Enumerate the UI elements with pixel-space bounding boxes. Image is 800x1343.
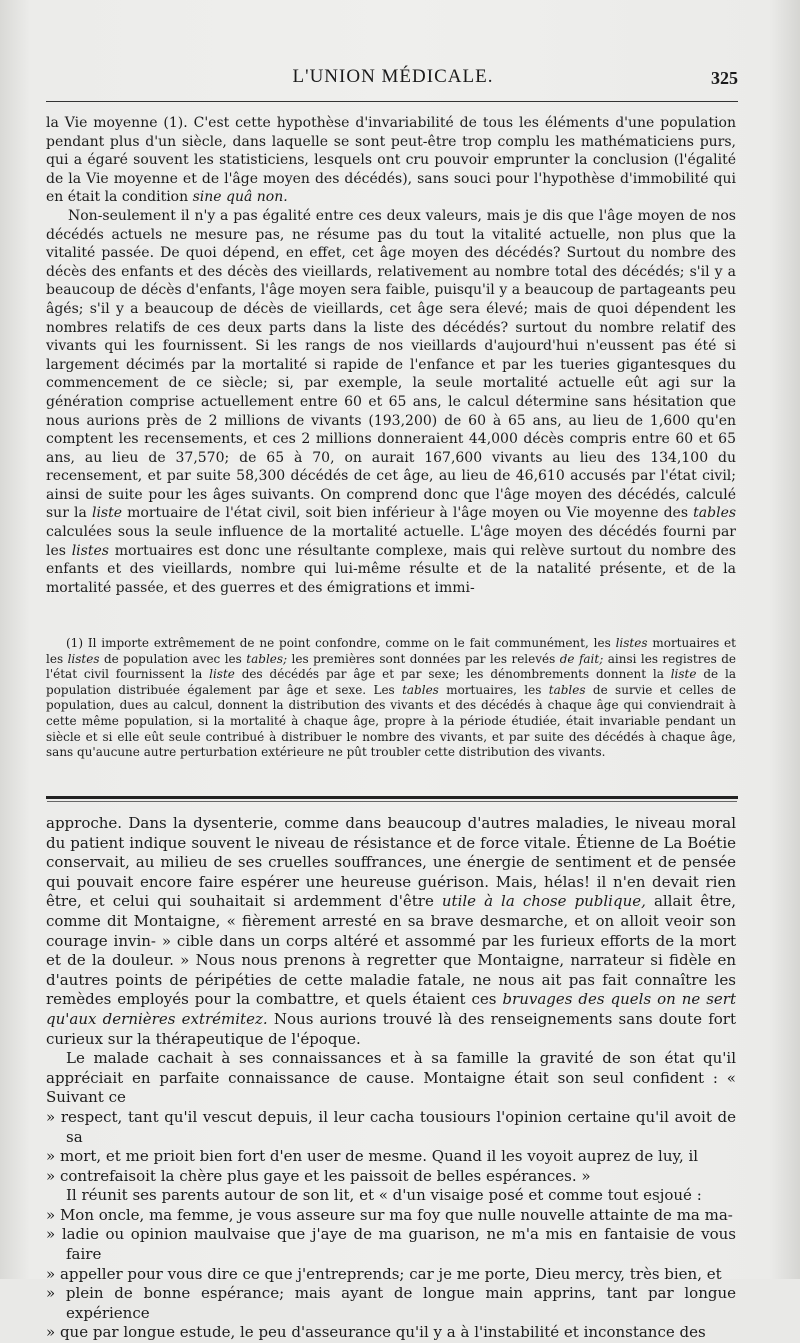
italic-text: de fait;: [559, 651, 604, 666]
italic-text: tables: [402, 682, 439, 697]
italic-text: tables: [693, 505, 737, 522]
running-title: L'UNION MÉDICALE.: [292, 66, 494, 87]
italic-text: tables: [548, 682, 586, 697]
footnote-segment: ainsi les registres de l'état civil fournissent la: [46, 651, 736, 682]
paragraph-text: Non-seulement il n'y a pas égalité entre ces deux valeurs, mais je dis que l'âge moyen de nos décédés actuels ne mesure pas, ne résume pas du tout la vitalité actuelle, non plus que la vitalité passée. De quoi dépend, en effet, cet âge moyen des décédés? Surtout du nombre des décès des enfants et des décès des vieillards, relativement au nombre total des décédés; s'il y a beaucoup de décès d'enfants, l'âge moyen sera faible, puisqu'il y a beaucoup de partageants peu âgés; s'il y a beaucoup de décès de vieillards, cet âge sera élevé; mais de quoi dépendent les nombres relatifs de ces deux parts dans la liste des décédés? surtout du nombre relatif des vivants qui les fournissent. Si les rangs de nos vieillards d'aujourd'hui n'eussent pas été si largement décimés par la mortalité si rapide de l'enfance et par les tueries gigantesques du commencement de ce siècle; si, par exemple, la seule mortalité actuelle eût agi sur la génération comprise actuellement entre 60 et 65 ans, le calcul détermine sans hésitation que nous aurions près de 2 millions de vivants (193,200) de 60 à 65 ans, au lieu de 1,600 qu'en comptent les recensements, et ces 2 millions donneraient 44,000 décès compris entre 60 et 65 ans, au lieu de 37,570; de 65 à 70, on aurait 167,600 vivants au lieu des 134,100 du recensement, et par suite 58,300 décédés de cet âge, au lieu de 46,610 accusés par l'état civil; ainsi de suite pour les âges suivants. On comprend donc que l'âge moyen des décédés, calculé sur la: [46, 207, 736, 522]
quote-line: » que par longue estude, le peu d'asseurance qu'il y a à l'instabilité et inconstance des: [46, 1323, 706, 1342]
footnote-segment: de survie et celles de population, dues au calcul, donnent la distribution des vivants et des décédés à chaque âge qui conviendrait à cette même population, si la mortalité à chaque âge, propre à la période étudiée, était invariable pendant un siècle et si elle eût seule contribué à distribuer le nombre des vivants, et par suite des décédés à chaque âge, sans qu'aucune autre perturbation extérieure ne pût troubler cette distribution des vivants.: [46, 682, 736, 760]
italic-text: liste: [209, 667, 235, 682]
paragraph-text: Le malade cachait à ses connaissances et à sa famille la gravité de son état qu'il appréciait en parfaite connaissance de cause. Montaigne était son seul confident : « Suivant ce: [46, 1049, 736, 1107]
footnote-segment: mortuaires, les: [446, 682, 542, 697]
paragraph-text: mortuaire de l'état civil, soit bien inférieur à l'âge moyen ou Vie moyenne des: [127, 505, 689, 522]
italic-text: liste: [670, 667, 697, 682]
italic-text: utile à la chose publique,: [441, 892, 646, 911]
italic-text: listes: [71, 542, 109, 559]
page-number: 325: [711, 68, 738, 88]
paragraph-text: allait être, comme dit Montaigne, « fièrement arresté en sa brave desmarche, et on alloit veoir son courage invin- » cible dans un corps altéré et assommé par les furieux efforts de la mort et de la douleur. » Nous nous prenons à regretter que Montaigne, narrateur si fidèle en d'autres points de péripéties de cette maladie fatale, ne nous ait pas fait connaître les remèdes employés pour la combattre, et quels étaient ces: [46, 892, 736, 1009]
quote-line: » contrefaisoit la chère plus gaye et les paissoit de belles espérances. »: [46, 1166, 591, 1185]
quote-line: » Mon oncle, ma femme, je vous asseure sur ma foy que nulle nouvelle attainte de ma ma-: [46, 1205, 733, 1224]
quote-line: » respect, tant qu'il vescut depuis, il leur cacha tousiours l'opinion certaine qu'il avoit de sa: [46, 1107, 736, 1146]
quote-line: » ladie ou opinion maulvaise que j'aye de ma guarison, ne m'a mis en fantaisie de vous faire: [46, 1225, 736, 1264]
footnote-segment: de la population distribuée également par âge et sexe. Les: [46, 667, 736, 697]
italic-text: liste: [91, 505, 123, 522]
upper-text-block: [46, 114, 736, 597]
italic-text: listes: [67, 651, 100, 666]
lower-text-block: [46, 814, 736, 1343]
paragraph: [46, 1049, 736, 1108]
footnote: [46, 636, 736, 761]
paragraph-text: Nous aurions trouvé là des renseignements sans doute fort curieux sur la thérapeutique de l'époque.: [46, 1009, 736, 1048]
footnote-segment: mortuaires et les: [46, 636, 736, 666]
header-rule: [46, 101, 738, 102]
paragraph: [46, 207, 736, 597]
paragraph: [46, 1186, 736, 1206]
quote-line: » mort, et me prioit bien fort d'en user de mesme. Quand il les voyoit auprez de luy, il: [46, 1147, 699, 1166]
italic-text: sine quâ non.: [192, 189, 288, 206]
paragraph-text: la Vie moyenne (1). C'est cette hypothèse d'invariabilité de tous les éléments d'une population pendant plus d'un siècle, dans laquelle se sont peut-être trop complu les mathématiciens purs, qui a égaré souvent les statisticiens, lesquels ont cru pouvoir emprunter la conclusion (l'égalité de la Vie moyenne et de l'âge moyen des décédés), sans souci pour l'hypothèse d'immobilité qui en était la condition: [46, 115, 736, 206]
paragraph-text: mortuaires est donc une résultante complexe, mais qui relève surtout du nombre des enfants et des vieillards, nombre qui lui-même résulte et de la natalité présente, et de la mortalité passée, et des guerres et des émigrations et immi-: [46, 542, 737, 596]
section-divider: [46, 796, 738, 799]
footnote-segment: (1) Il importe extrêmement de ne point confondre, comme on le fait communément, les: [66, 636, 611, 650]
footnote-segment: les premières sont données par les relevés: [291, 651, 556, 666]
paragraph-text: Il réunit ses parents autour de son lit, et « d'un visaige posé et comme tout esjoué :: [66, 1186, 702, 1205]
paragraph: [46, 114, 736, 207]
quote-line: » appeller pour vous dire ce que j'entreprends; car je me porte, Dieu mercy, très bien, et: [46, 1264, 722, 1283]
italic-text: listes: [615, 636, 648, 650]
footnote-segment: de population avec les: [103, 651, 242, 666]
paragraph: [46, 814, 736, 1049]
paragraph-text: calculées sous la seule influence de la mortalité actuelle. L'âge moyen des décédés fourni par les: [46, 524, 736, 559]
italic-text: bruvages des quels on ne sert qu'aux dernières extrémitez.: [46, 990, 736, 1028]
page-header: [48, 66, 738, 96]
quote-line: » plein de bonne espérance; mais ayant de longue main apprins, tant par longue expérience: [46, 1284, 736, 1322]
paragraph-text: approche. Dans la dysenterie, comme dans beaucoup d'autres maladies, le niveau moral du patient indique souvent le niveau de résistance et de force vitale. Étienne de La Boétie conservait, au milieu de ses cruelles souffrances, une énergie de sentiment et de pensée qui pouvait encore faire espérer une heureuse guérison. Mais, hélas! il n'en devait rien être, et celui qui souhaitait si ardemment d'être: [46, 814, 736, 911]
footnote-text: [46, 636, 736, 761]
italic-text: tables;: [246, 651, 288, 666]
footnote-segment: des décédés par âge et par sexe; les dénombrements donnent la: [241, 667, 664, 682]
